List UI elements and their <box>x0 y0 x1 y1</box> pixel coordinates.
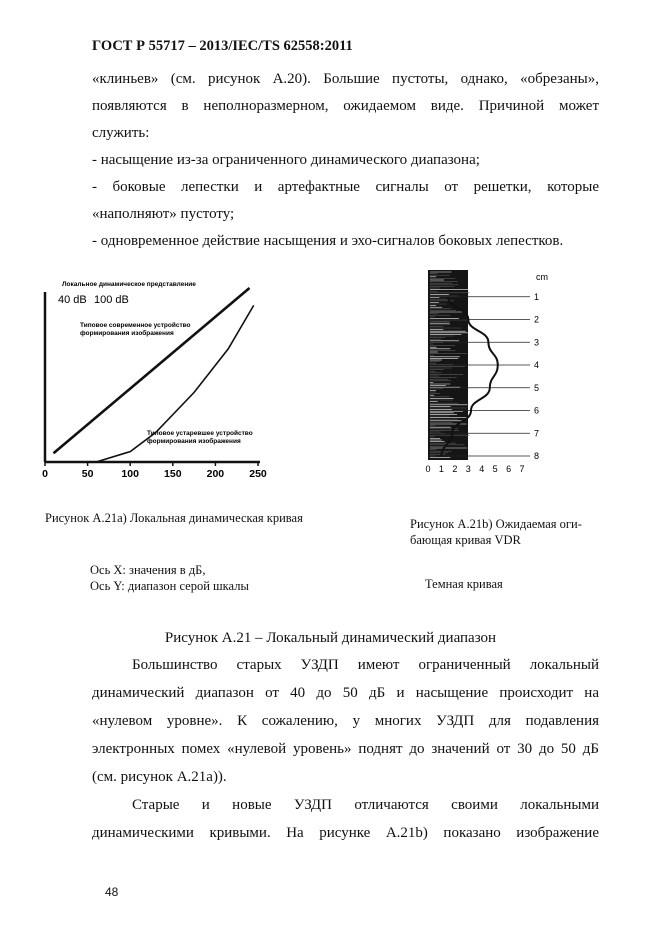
list-item: - одновременное действие насыщения и эхо-сигналов боковых лепестков. <box>92 233 564 249</box>
depth-tick-label: 6 <box>534 405 540 416</box>
axis-x-note: Ось X: значения в дБ, <box>90 563 206 577</box>
depth-tick-label: 1 <box>534 291 540 302</box>
paragraph-line: «клиньев» (см. рисунок А.20). Большие пустоты, однако, «обрезаны», <box>92 71 599 87</box>
legend-40db: 40 dB <box>58 294 87 306</box>
x-tick-label: 7 <box>519 464 525 474</box>
x-tick-label: 250 <box>249 468 267 480</box>
paragraph-line: «наполняют» пустоту; <box>92 206 235 222</box>
x-tick-label: 2 <box>452 464 458 474</box>
paragraph-line: Большинство старых УЗДП имеют ограниченный локальный <box>132 657 599 673</box>
series-line-40db <box>54 288 250 453</box>
list-item: - боковые лепестки и артефактные сигналы от решетки, которые <box>92 179 599 195</box>
x-tick-label: 5 <box>492 464 498 474</box>
figure-title: Рисунок А.21 – Локальный динамический диапазон <box>164 630 497 646</box>
x-tick-label: 3 <box>465 464 471 474</box>
depth-tick-label: 7 <box>534 428 540 439</box>
paragraph-line: электронных помех «нулевой уровень» поднят до значений от 30 до 50 дБ <box>92 741 599 757</box>
x-tick-label: 50 <box>81 468 94 480</box>
legend-100db: 100 dB <box>94 294 129 306</box>
paragraph-line: Старые и новые УЗДП отличаются своими локальными <box>132 797 599 813</box>
label-old-device: Типовое устаревшее устройство <box>147 430 253 437</box>
x-tick-label: 6 <box>506 464 512 474</box>
depth-unit-label: cm <box>536 272 548 282</box>
paragraph-line: динамический диапазон от 40 до 50 дБ и насыщение происходит на <box>92 685 599 701</box>
x-tick-label: 200 <box>206 468 225 480</box>
label-modern-device-2: формирования изображения <box>80 330 174 337</box>
label-old-device-2: формирования изображения <box>147 438 241 445</box>
paragraph-line: появляются в неполноразмерном, ожидаемом виде. Причиной может <box>92 98 599 114</box>
dark-curve-note: Темная кривая <box>425 577 503 591</box>
depth-tick-label: 2 <box>534 314 540 325</box>
x-tick-label: 1 <box>438 464 444 474</box>
caption-figure-b: Рисунок А.21b) Ожидаемая оги- <box>410 517 582 531</box>
depth-tick-label: 8 <box>534 451 540 461</box>
x-tick-label: 0 <box>42 468 48 480</box>
paragraph-line: «нулевом уровне». К сожалению, у многих УЗДП для подавления <box>92 713 599 729</box>
label-modern-device: Типовое современное устройство <box>80 322 191 329</box>
x-tick-label: 4 <box>479 464 485 474</box>
axis-y-note: Ось Y: диапазон серой шкалы <box>90 579 249 593</box>
x-tick-label: 0 <box>425 464 431 474</box>
paragraph-line: (см. рисунок А.21а)). <box>92 769 227 785</box>
document-header: ГОСТ Р 55717 – 2013/IEC/TS 62558:2011 <box>92 38 353 54</box>
caption-figure-a: Рисунок А.21a) Локальная динамическая кривая <box>45 511 303 525</box>
paragraph-line: служить: <box>92 125 150 141</box>
page-number: 48 <box>105 885 119 899</box>
depth-tick-label: 5 <box>534 382 540 393</box>
depth-tick-label: 3 <box>534 337 540 348</box>
depth-tick-label: 4 <box>534 360 540 370</box>
figure-a-title: Локальное динамическое представление <box>62 281 196 288</box>
x-tick-label: 150 <box>164 468 182 480</box>
caption-figure-b-2: бающая кривая VDR <box>410 533 521 547</box>
local-dynamic-curve-figure <box>30 268 275 483</box>
list-item: - насыщение из-за ограниченного динамического диапазона; <box>92 152 480 168</box>
paragraph-line: динамическими кривыми. На рисунке А.21b) показано изображение <box>92 825 599 841</box>
vdr-envelope-figure <box>418 262 558 477</box>
x-tick-label: 100 <box>121 468 139 480</box>
